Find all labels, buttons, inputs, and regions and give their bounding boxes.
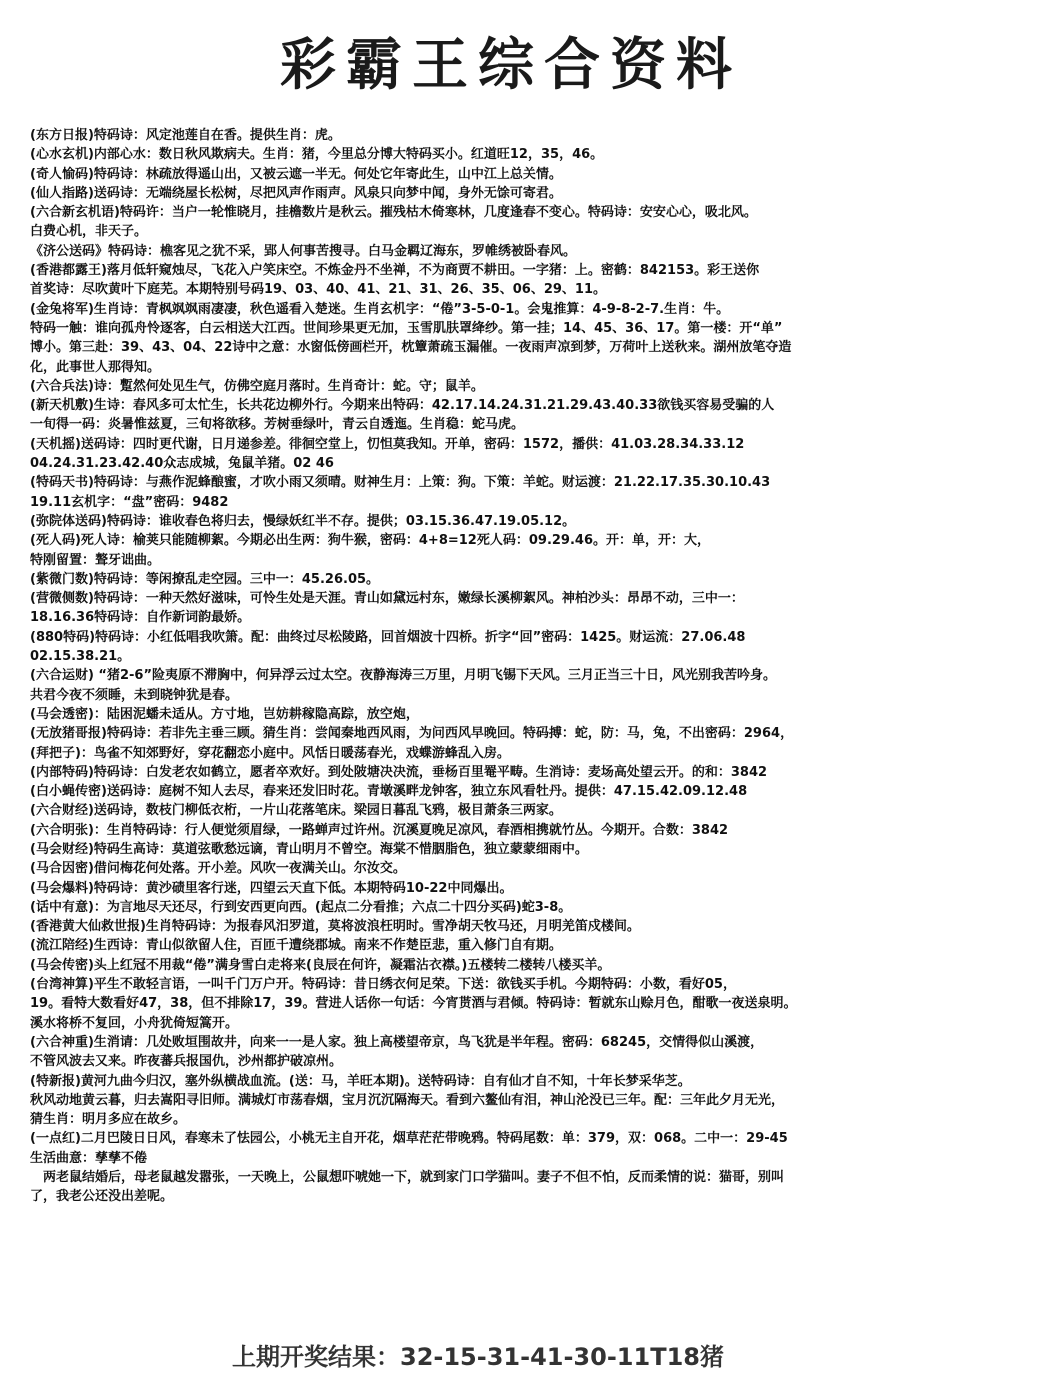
text-line: (六合财经)送码诗，数枝门柳低衣桁，一片山花落笔床。梁园日暮乱飞鸦，极目萧条三两家。: [30, 803, 562, 819]
text-line: (六合运财) “猪2-6”险夷原不滞胸中，何异浮云过太空。夜静海涛三万里，月明飞锡下天风。三月正当三十日，风光别我苦吟身。 共君今夜不须睡，未到晓钟犹是春。: [30, 668, 776, 703]
text-line: (马合因密)借问梅花何处落。开小差。风吹一夜满关山。尔汝交。: [30, 861, 406, 877]
text-line: (内部特码)特码诗：白发老农如鹤立，愿者卒欢好。到处陂塘决决流，垂杨百里罨平畴。生消诗：麦场高处望云开。的和：3842: [30, 764, 768, 780]
text-line: 两老鼠结婚后，母老鼠越发嚣张，一天晚上，公鼠想吓唬她一下，就到家门口学猫叫。妻子不但不怕，反而柔情的说：猫哥，别叫 了，我老公还没出差呢。: [30, 1170, 785, 1205]
article-body: [30, 126, 1044, 1207]
text-line: (天机摇)送码诗：四时更代谢，日月递参差。徘徊空堂上，忉怛莫我知。开单，密码：1572，播供：41.03.28.34.33.12 04.24.31.23.42.40众志成城，兔鼠羊猪。02 46: [30, 436, 745, 472]
text-line: (一点红)二月巴陵日日风，春寒未了怯园公，小桃无主自开花，烟草茫茫带晚鸦。特码尾数：单：379，双：068。二中一：29-45 生活曲意：孳孳不倦: [30, 1131, 788, 1166]
text-line: (紫微门数)特码诗：等闲撩乱走空园。三中一：45.26.05。: [30, 571, 380, 587]
last-draw-result: 上期开奖结果：32-15-31-41-30-11T18猪: [232, 1343, 724, 1371]
text-line: (马会传密)头上红冠不用裁“倦”满身雪白走将来(良辰在何许，凝霜沾衣襟。)五楼转二楼转八楼买羊。: [30, 957, 611, 973]
text-line: (六合新玄机语)特码许：当户一轮惟晓月，挂檐数片是秋云。摧残枯木倚寒林，几度逢春不变心。特码诗：安安心心，吸北风。 白费心机，非天子。: [30, 205, 757, 240]
text-line: (香港黄大仙救世报)生肖特码诗：为报春风汨罗道，莫将波浪枉明时。雪净胡天牧马还，月明羌笛戍楼间。: [30, 919, 640, 935]
page-title: 彩霸王综合资料: [280, 32, 742, 98]
text-line: (无放猪哥报)特码诗：若非先主垂三顾。猜生肖：尝闻秦地西风雨，为问西风早晚回。特码搏：蛇，防：马，兔，不出密码：2964，: [30, 726, 794, 742]
text-line: (马会透密)：陆困泥蟠未适从。方寸地，岂妨耕稼隐高踪，放空炮，: [30, 706, 419, 722]
text-line: (六合明张)：生肖特码诗：行人便觉须眉绿，一路蝉声过许州。沉溪夏晚足凉风，春酒相携就竹丛。今期开。合数：3842: [30, 822, 729, 838]
text-line: (新天机敷)生诗：春风多可太忙生，长共花边柳外行。今期来出特码：42.17.14.24.31.21.29.43.40.33欲钱买容易受骗的人 一旬得一码：炎暑惟兹夏，三旬将欲移。芳树垂绿叶，青云自透迤。生肖稳：蛇马虎。: [30, 398, 775, 433]
text-line: (六合神重)生消请：几处败垣围故井，向来一一是人家。独上高楼望帝京，鸟飞犹是半年程。密码：68245，交情得似山溪渡， 不管风波去又来。昨夜蕃兵报国仇，沙州都护破凉州。: [30, 1034, 764, 1070]
text-line: (880特码)特码诗：小红低唱我吹箫。配：曲终过尽松陵路，回首烟波十四桥。折字“回”密码：1425。财运流：27.06.48 02.15.38.21。: [30, 629, 746, 665]
text-line: (死人码)死人诗：榆荚只能随柳絮。今期必出生两：狗牛猴，密码：4+8=12死人码：09.29.46。开：单，开：大， 特刚留置：聱牙诎曲。: [30, 533, 710, 568]
text-line: (金兔将军)生肖诗：青枫飒飒雨凄凄，秋色遥看入楚迷。生肖玄机字：“倦”3-5-0-1。会鬼推算：4-9-8-2-7.生肖：牛。 特码一触：谁向孤舟怜逐客，白云相送大江西。世间珍果更无加，玉雪肌肤罩绛纱。第一挂；14、45、36、17。第一楼：开“单” 博小。第三赴：39、43、04、22诗中之意：水窗低傍画栏开，枕簟萧疏玉漏催。一夜雨声凉到梦，万荷叶上送秋来。湖州放笔夺造 化，此事世人那得知。: [30, 301, 792, 375]
text-line: (香港都露王)落月低轩窥烛尽，飞花入户笑床空。不炼金丹不坐禅，不为商贾不耕田。一字猪：上。密鹤：842153。彩王送你 首奖诗：尽吹黄叶下庭芜。本期特别号码19、03、40、41、21、31、26、35、06、29、11。: [30, 263, 760, 298]
text-line: (话中有意)：为言地尽天还尽，行到安西更向西。(起点二分看推；六点二十四分买码)蛇3-8。: [30, 899, 572, 915]
text-line: (台湾神算)平生不敢轻言语，一叫千门万户开。特码诗：昔日绣衣何足荣。下送：欲钱买手机。今期特码：小数，看好05， 19。看特大数看好47，38，但不排除17，39。营进人话你一句话：今宵贳酒与君倾。特码诗：暂就东山赊月色，酣歌一夜送泉明。 溪水将桥不复回，小舟犹倚短篙开。: [30, 977, 797, 1031]
text-line: (六合兵法)诗：蹔然何处见生气，仿佛空庭月落时。生肖奇计：蛇。守；鼠羊。: [30, 378, 484, 394]
text-line: (流江陪经)生西诗：青山似欲留人住，百匝千遭绕郡城。南来不作楚臣悲，重入修门自有期。: [30, 938, 562, 954]
text-line: 《济公送码》特码诗：樵客见之犹不采，郢人何事苦搜寻。白马金羁辽海东，罗帷绣被卧春风。: [30, 243, 577, 259]
text-line: (弥院体送码)特码诗：谁收春色将归去，慢绿妖红半不存。提供；03.15.36.47.19.05.12。: [30, 513, 576, 529]
text-line: (心水玄机)内部心水：数日秋风欺病夫。生肖：猪，今里总分博大特码买小。红道旺12，35，46。: [30, 147, 604, 163]
text-line: (特新报)黄河九曲今归汉，塞外纵横战血流。(送：马，羊旺本期)。送特码诗：自有仙才自不知，十年长梦采华芝。 秋风动地黄云暮，归去嵩阳寻旧师。满城灯市荡春烟，宝月沉沉隔海天。看到六鳌仙有泪，神山沦没已三年。配：三年此夕月无光， 猜生肖：明月多应在故乡。: [30, 1073, 785, 1128]
text-line: (马会财经)特码生高诗：莫道弦歌愁远谪，青山明月不曾空。海棠不惜胭脂色，独立蒙蒙细雨中。: [30, 841, 588, 857]
text-line: (特码天书)特码诗：与燕作泥蜂酿蜜，才吹小雨又须晴。财神生月：上策：狗。下策：羊蛇。财运渡：21.22.17.35.30.10.43 19.11玄机字：“盘”密码：9482: [30, 475, 771, 510]
text-line: (营微侧数)特码诗：一种天然好滋味，可怜生处是天涯。青山如黛远村东，嫩绿长溪柳絮风。神柏沙头：昂昂不动，三中一： 18.16.36特码诗：自作新词韵最娇。: [30, 591, 744, 626]
text-line: (仙人指路)送码诗：无端绕屋长松树，尽把风声作雨声。风泉只向梦中闻，身外无馀可寄君。: [30, 185, 562, 201]
text-line: (马会爆料)特码诗：黄沙碛里客行迷，四望云天直下低。本期特码10-22中同爆出。: [30, 880, 513, 896]
text-line: (东方日报)特码诗：风定池莲自在香。提供生肖：虎。: [30, 128, 341, 143]
text-line: (拜把子)：鸟雀不知郊野好，穿花翻恋小庭中。风恬日暖荡春光，戏蝶游蜂乱入房。: [30, 745, 510, 761]
text-line: (白小蝇传密)送码诗：庭树不知人去尽，春来还发旧时花。青墩溪畔龙钟客，独立东风看牡丹。提供：47.15.42.09.12.48: [30, 784, 748, 800]
text-line: (奇人愉码)特码诗：林疏放得遥山出，又被云遮一半无。何处它年寄此生，山中江上总关情。: [30, 166, 562, 182]
